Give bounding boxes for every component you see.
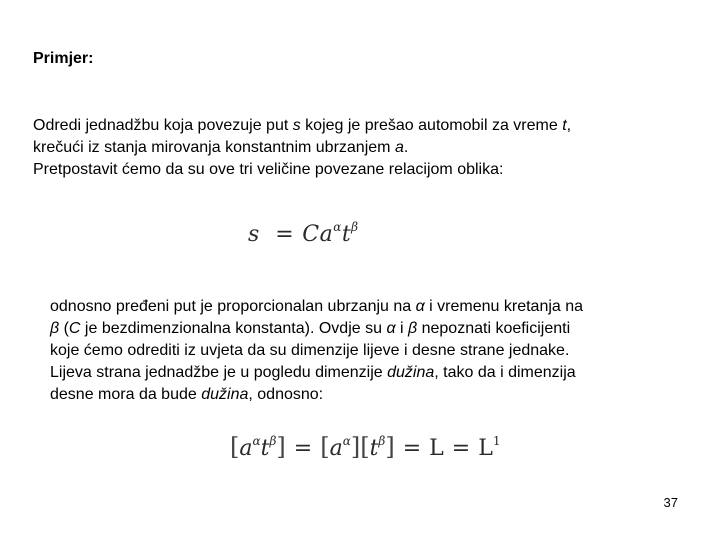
variable-t: t xyxy=(562,117,567,134)
symbol-beta: β xyxy=(50,320,60,337)
bracket-open: [ xyxy=(230,433,240,461)
formula-beta: β xyxy=(269,434,277,448)
explanation-line-4 xyxy=(50,362,680,384)
intro-text: , xyxy=(566,117,572,134)
formula-equals: = xyxy=(402,436,422,461)
explanation-text: i vremenu kretanja na xyxy=(424,298,584,315)
formula-alpha: α xyxy=(333,220,342,234)
explanation-line-1 xyxy=(50,296,680,318)
variable-a: a xyxy=(394,139,404,156)
explanation-line-5 xyxy=(50,384,680,406)
variable-s: s xyxy=(292,117,301,134)
formula-alpha: α xyxy=(342,434,351,448)
slide-heading: Primjer: xyxy=(33,50,94,67)
bracket-close: ] xyxy=(350,433,361,461)
symbol-alpha: α xyxy=(386,320,396,337)
explanation-text: nepoznati koeficijenti xyxy=(417,320,571,337)
explanation-text: , tako da i dimenzija xyxy=(434,364,576,381)
explanation-text: , odnosno: xyxy=(248,386,324,403)
explanation-text: ( xyxy=(59,320,69,337)
formula-equals: = xyxy=(293,436,313,461)
intro-line-1 xyxy=(33,115,683,137)
symbol-beta: β xyxy=(408,320,418,337)
formula-a: a xyxy=(239,436,253,461)
formula-equals: = xyxy=(275,222,295,247)
formula-dimensions xyxy=(230,433,500,461)
formula-beta: β xyxy=(378,434,386,448)
page-number: 37 xyxy=(663,495,678,510)
formula-L: L xyxy=(429,436,444,461)
formula-equals: = xyxy=(451,436,471,461)
intro-line-2 xyxy=(33,137,683,159)
intro-text: . xyxy=(403,139,409,156)
explanation-text: odnosno pređeni put je proporcionalan ubrzanju na xyxy=(50,298,416,315)
formula-alpha: α xyxy=(252,434,261,448)
formula-a: a xyxy=(329,436,343,461)
intro-text: Odredi jednadžbu koja povezuje put xyxy=(33,117,293,134)
explanation-line-3: koje ćemo odrediti iz uvjeta da su dimenzije lijeve i desne strane jednake. xyxy=(50,342,570,359)
formula-beta: β xyxy=(351,220,359,234)
bracket-close: ] xyxy=(385,433,395,461)
explanation-text: desne mora da bude xyxy=(50,386,202,403)
symbol-alpha: α xyxy=(415,298,425,315)
formula-s: s xyxy=(248,222,260,247)
intro-line-3: Pretpostavit ćemo da su ove tri veličine povezane relacijom oblika: xyxy=(33,161,504,178)
symbol-C: C xyxy=(68,320,81,337)
explanation-line-2 xyxy=(50,318,680,340)
formula-relation xyxy=(248,222,359,247)
intro-text: kojeg je prešao automobil za vreme xyxy=(300,117,563,134)
formula-t: t xyxy=(260,436,270,461)
intro-paragraph xyxy=(33,115,683,181)
explanation-text: je bezdimenzionalna konstanta). Ovdje su xyxy=(80,320,387,337)
formula-exponent: 1 xyxy=(492,434,501,448)
formula-t: t xyxy=(369,436,379,461)
formula-t: t xyxy=(341,222,352,247)
formula-a: a xyxy=(319,222,334,247)
bracket-open: [ xyxy=(360,433,370,461)
intro-text: krečući iz stanja mirovanja konstantnim ubrzanjem xyxy=(33,139,395,156)
emphasis-duzina: dužina xyxy=(201,386,249,403)
explanation-text: Lijeva strana jednadžbe je u pogledu dimenzije xyxy=(50,364,388,381)
bracket-close: ] xyxy=(276,433,286,461)
formula-C: C xyxy=(302,222,320,247)
explanation-text: i xyxy=(395,320,409,337)
emphasis-duzina: dužina xyxy=(387,364,435,381)
bracket-open: [ xyxy=(320,433,330,461)
explanation-paragraph xyxy=(50,296,680,406)
formula-L: L xyxy=(478,436,493,461)
